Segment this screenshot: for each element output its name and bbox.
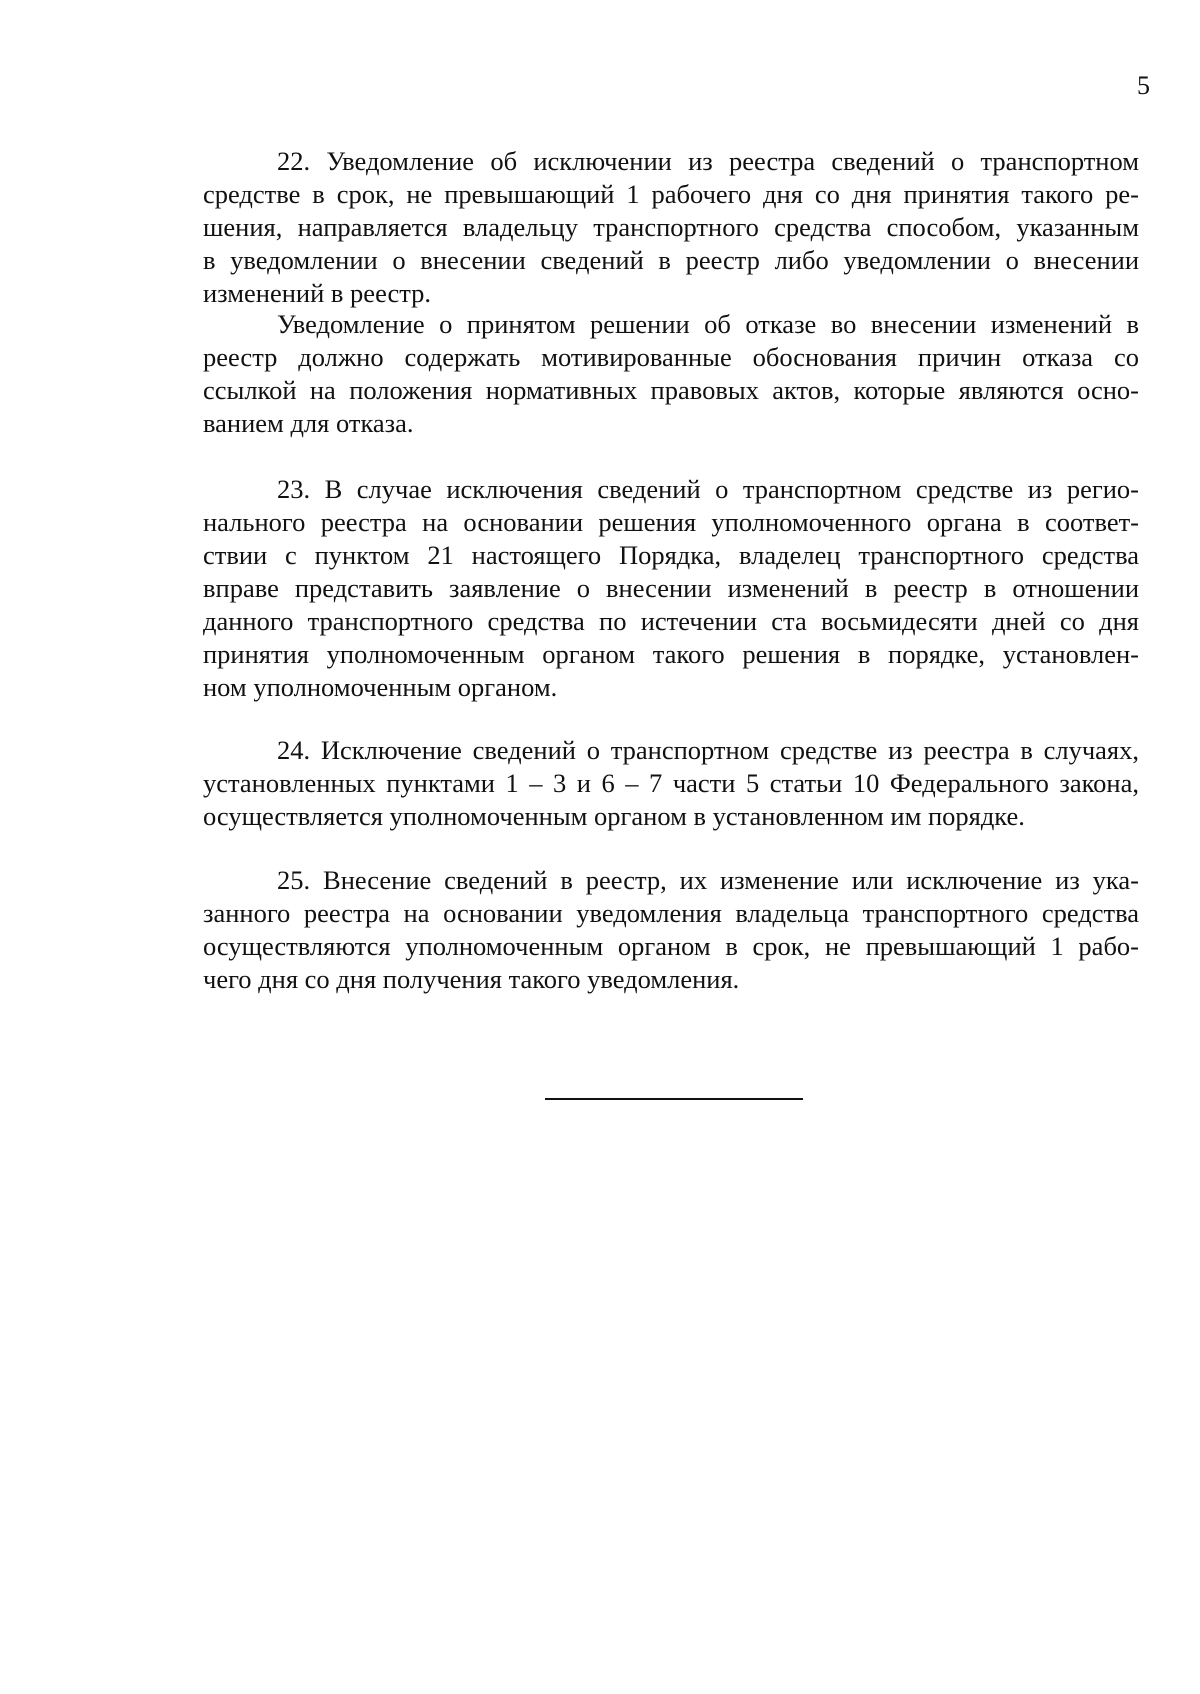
paragraph-line: ствии с пунктом 21 настоящего Порядка, владелец транспортного средства xyxy=(203,540,1139,570)
paragraph-22 xyxy=(203,145,1139,310)
paragraph-line: 24. Исключение сведений о транспортном средстве из реестра в случаях, xyxy=(277,735,1139,765)
paragraph-line: ном уполномоченным органом. xyxy=(203,672,558,702)
paragraph-line: 25. Внесение сведений в реестр, их изменение или исключение из ука- xyxy=(277,865,1139,895)
paragraph-line: чего дня со дня получения такого уведомления. xyxy=(203,964,740,994)
paragraph-line: нального реестра на основании решения уполномоченного органа в соответ- xyxy=(203,507,1139,537)
paragraph-line: установленных пунктами 1 – 3 и 6 – 7 части 5 статьи 10 Федерального закона, xyxy=(203,768,1139,798)
paragraph-line: шения, направляется владельцу транспортного средства способом, указанным xyxy=(203,212,1139,242)
paragraph-22-refusal-notice xyxy=(203,308,1139,440)
paragraph-line: средстве в срок, не превышающий 1 рабочего дня со дня принятия такого ре- xyxy=(203,179,1139,209)
end-of-document-rule xyxy=(545,1098,803,1100)
paragraph-line: занного реестра на основании уведомления владельца транспортного средства xyxy=(203,898,1139,928)
paragraph-line: осуществляется уполномоченным органом в установленном им порядке. xyxy=(203,801,1025,831)
paragraph-25 xyxy=(203,864,1139,996)
paragraph-line: изменений в реестр. xyxy=(203,278,432,308)
paragraph-line: вправе представить заявление о внесении изменений в реестр в отношении xyxy=(203,573,1139,603)
paragraph-line: данного транспортного средства по истечении ста восьмидесяти дней со дня xyxy=(203,606,1139,636)
paragraph-line: 22. Уведомление об исключении из реестра сведений о транспортном xyxy=(277,146,1139,176)
paragraph-24 xyxy=(203,734,1139,833)
paragraph-line: реестр должно содержать мотивированные обоснования причин отказа со xyxy=(203,342,1139,372)
paragraph-line: в уведомлении о внесении сведений в реестр либо уведомлении о внесении xyxy=(203,245,1139,275)
paragraph-line: принятия уполномоченным органом такого решения в порядке, установлен- xyxy=(203,639,1139,669)
paragraph-line: Уведомление о принятом решении об отказе во внесении изменений в xyxy=(277,309,1139,339)
paragraph-line: ванием для отказа. xyxy=(203,408,414,438)
paragraph-line: 23. В случае исключения сведений о транспортном средстве из регио- xyxy=(277,474,1139,504)
paragraph-line: осуществляются уполномоченным органом в срок, не превышающий 1 рабо- xyxy=(203,931,1139,961)
paragraph-23 xyxy=(203,473,1139,704)
page-number: 5 xyxy=(1137,71,1150,100)
paragraph-line: ссылкой на положения нормативных правовых актов, которые являются осно- xyxy=(203,375,1139,405)
